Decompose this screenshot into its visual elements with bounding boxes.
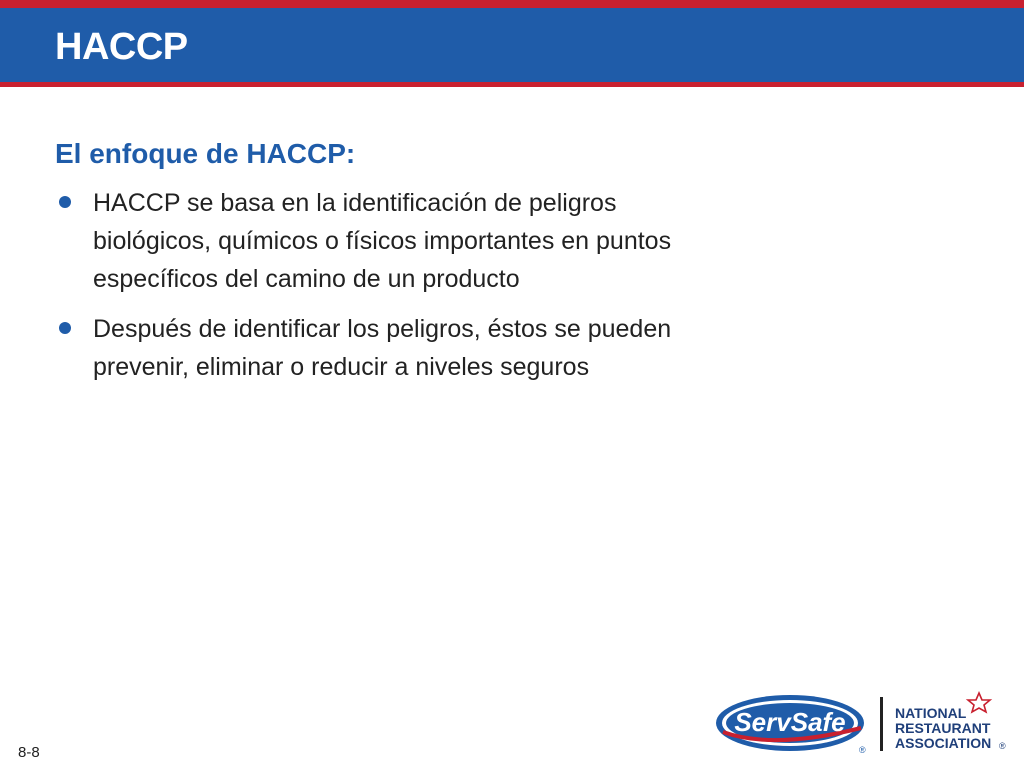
header-top-stripe — [0, 0, 1024, 8]
servsafe-logo — [713, 690, 873, 758]
svg-text:®: ® — [999, 741, 1006, 751]
bullet-item — [55, 184, 715, 298]
bullet-text: Después de identificar los peligros, éstos se pueden prevenir, eliminar o reducir a niveles seguros — [93, 315, 672, 381]
svg-text:NATIONAL: NATIONAL — [895, 705, 967, 721]
bullet-item — [55, 310, 715, 386]
slide-subtitle: El enfoque de HACCP: — [55, 138, 356, 169]
servsafe-logo-text: ServSafe — [734, 707, 846, 737]
svg-text:ASSOCIATION: ASSOCIATION — [895, 735, 992, 751]
bullet-dot-icon — [59, 322, 71, 334]
bullet-text: HACCP se basa en la identificación de peligros biológicos, químicos o físicos importantes en puntos específicos del camino de un producto — [93, 189, 672, 293]
star-icon — [968, 693, 990, 712]
page-number: 8-8 — [18, 744, 40, 761]
svg-text:RESTAURANT: RESTAURANT — [895, 720, 991, 736]
bullet-list — [55, 184, 715, 398]
bullet-dot-icon — [59, 196, 71, 208]
logo-divider — [880, 697, 883, 751]
header-bottom-stripe — [0, 82, 1024, 87]
svg-text:®: ® — [859, 745, 866, 755]
nra-logo — [893, 690, 1013, 754]
slide-title: HACCP — [55, 26, 188, 68]
